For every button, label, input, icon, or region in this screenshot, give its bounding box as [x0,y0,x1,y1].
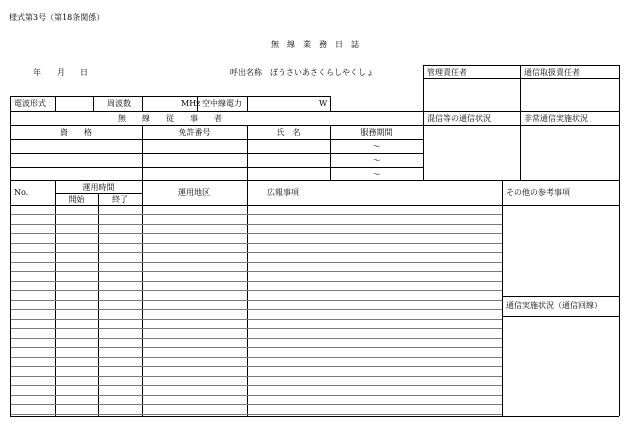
table-row [11,385,502,386]
power-unit: W [319,99,328,108]
table-row [11,233,502,234]
end-header: 終了 [112,195,128,204]
other-notes-header: その他の参考事項 [506,188,570,197]
antenna-power-label: 空中線電力 [202,99,242,108]
table-row [11,319,502,320]
period-tilde: ～ [372,142,381,151]
license-header: 免許番号 [178,128,211,137]
form-number: 様式第3号（第18条関係） [9,13,105,22]
table-row [11,404,502,405]
table-row [11,347,502,348]
table-row [11,328,502,329]
interference-label: 混信等の通信状況 [427,114,491,123]
service-period-header: 服務期間 [360,128,393,137]
manager-label: 管理責任者 [427,68,467,77]
freq-unit: MHz [181,99,201,108]
op-area-header: 運用地区 [178,188,210,197]
emission-label: 電波形式 [14,99,46,108]
op-time-header: 運用時間 [82,183,115,192]
table-row [11,271,502,272]
call-sign: 呼出名称 ぼうさいあさくらしやくしょ [230,68,374,77]
no-header: No. [14,188,29,197]
page-title: 無 線 業 務 日 誌 [271,40,359,49]
operators-header: 無 線 従 事 者 [118,114,222,123]
date-year-label: 年 [33,68,41,77]
table-row [11,252,502,253]
name-header: 氏 名 [276,128,301,137]
table-row [11,300,502,301]
date-month-label: 月 [57,68,65,77]
table-row [11,290,502,291]
emergency-label: 非常通信実施状況 [524,114,588,123]
frequency-label: 周波数 [107,99,131,108]
table-row [11,366,502,367]
table-row [11,357,502,358]
comm-status-label: 通信実施状況（通信回線） [506,301,602,310]
period-tilde: ～ [372,156,381,165]
period-tilde: ～ [372,170,381,179]
table-row [11,281,502,282]
start-header: 開始 [68,195,85,204]
table-row [11,214,502,215]
date-day-label: 日 [80,68,88,77]
pr-matters-header: 広報事項 [267,188,299,197]
qualification-header: 資 格 [60,128,92,137]
table-row [11,395,502,396]
table-row [11,262,502,263]
comm-manager-label: 通信取扱責任者 [524,68,580,77]
table-row [11,414,502,415]
table-row [11,243,502,244]
table-row [11,376,502,377]
table-row [11,338,502,339]
table-row [11,224,502,225]
table-row [11,309,502,310]
